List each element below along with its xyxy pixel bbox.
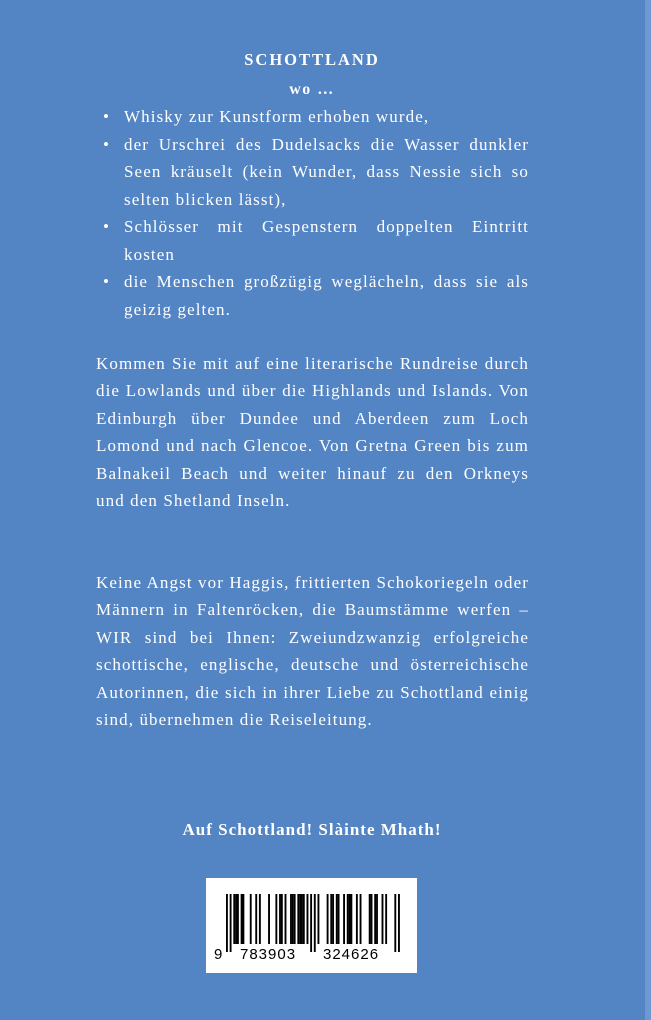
bullet-icon: • <box>103 217 111 236</box>
barcode-bar <box>356 894 358 944</box>
list-item <box>96 268 529 323</box>
barcode-bar <box>294 894 296 944</box>
bullet-icon: • <box>103 134 111 154</box>
barcode-bar <box>279 894 281 944</box>
barcode-bar <box>350 894 352 944</box>
barcode-bar <box>330 894 332 944</box>
barcode-bar <box>374 894 376 944</box>
barcode-bar <box>360 894 362 944</box>
isbn-barcode <box>206 878 417 973</box>
barcode-bar <box>310 894 312 952</box>
closing-toast: Auf Schottland! Slàinte Mhath! <box>182 820 442 839</box>
barcode-bar <box>385 894 387 944</box>
barcode-bar <box>338 894 340 944</box>
barcode-bar <box>297 894 299 944</box>
barcode-digit-first: 9 <box>214 946 223 963</box>
barcode-bar <box>327 894 329 944</box>
list-item <box>96 103 529 131</box>
cover-right-edge <box>645 0 651 1020</box>
bullet-icon: • <box>103 272 111 291</box>
barcode-bar <box>268 894 270 944</box>
barcode-bar <box>318 894 320 944</box>
barcode-bar <box>226 894 228 952</box>
barcode-bar <box>250 894 252 944</box>
feature-list <box>96 103 529 323</box>
barcode-digits-left: 783903 <box>240 946 297 963</box>
barcode-bar <box>290 894 292 944</box>
barcode-bar <box>255 894 257 944</box>
barcode-bar <box>303 894 305 944</box>
barcode-bar <box>336 894 338 944</box>
barcode-bar <box>307 894 309 944</box>
list-item <box>96 213 529 268</box>
barcode-bar <box>332 894 334 944</box>
barcode-bar <box>237 894 239 944</box>
list-item-text: der Urschrei des Dudelsacks die Wasser dunkler Seen kräuselt (kein Wunder, dass Nessie sich so selten blicken lässt), <box>124 134 529 209</box>
barcode-bar <box>281 894 283 944</box>
barcode-bar <box>347 894 349 944</box>
bullet-icon: • <box>103 107 111 126</box>
barcode-bar <box>275 894 277 944</box>
barcode-bar <box>259 894 261 944</box>
barcode-bar <box>230 894 232 952</box>
barcode-bar <box>292 894 294 944</box>
barcode-bar <box>398 894 400 952</box>
blurb-paragraph-authors: Keine Angst vor Haggis, frittierten Schokoriegeln oder Männern in Faltenröcken, die Baumstämme werfen – WIR sind bei Ihnen: Zweiundzwanzig erfolgreiche schottische, englische, deutsche und österreichische Autorinnen, die sich in ihrer Liebe zu Schottland einig sind, übernehmen die Reiseleitung. <box>96 573 529 730</box>
blurb-paragraph-route: Kommen Sie mit auf eine literarische Rundreise durch die Lowlands und über die Highlands und Islands. Von Edinburgh über Dundee und Aberdeen zum Loch Lomond und nach Glencoe. Von Gretna Green bis zum Balnakeil Beach und weiter hinauf zu den Orkneys und den Shetland Inseln. <box>96 354 529 511</box>
barcode-digits-right: 324626 <box>323 946 380 963</box>
barcode-bar <box>376 894 378 944</box>
list-item-text: Schlösser mit Gespenstern doppelten Eintritt kosten <box>124 217 529 264</box>
barcode-bar <box>382 894 384 944</box>
barcode-bar <box>299 894 301 944</box>
list-item <box>96 131 529 214</box>
barcode-bar <box>242 894 244 944</box>
barcode-bar <box>314 894 316 952</box>
barcode-bar <box>371 894 373 944</box>
barcode-bar <box>349 894 351 944</box>
barcode-graphic <box>206 878 417 973</box>
book-title: SCHOTTLAND <box>244 50 380 69</box>
barcode-bars <box>226 894 400 952</box>
barcode-bar <box>369 894 371 944</box>
barcode-bar <box>233 894 235 944</box>
book-subtitle: wo … <box>289 81 335 98</box>
list-item-text: Whisky zur Kunstform erhoben wurde, <box>124 107 430 126</box>
barcode-bar <box>241 894 243 944</box>
barcode-bar <box>301 894 303 944</box>
list-item-text: die Menschen großzügig weglächeln, dass sie als geizig gelten. <box>124 272 529 319</box>
barcode-bar <box>285 894 287 944</box>
barcode-bar <box>235 894 237 944</box>
barcode-bar <box>343 894 345 944</box>
barcode-bar <box>394 894 396 952</box>
